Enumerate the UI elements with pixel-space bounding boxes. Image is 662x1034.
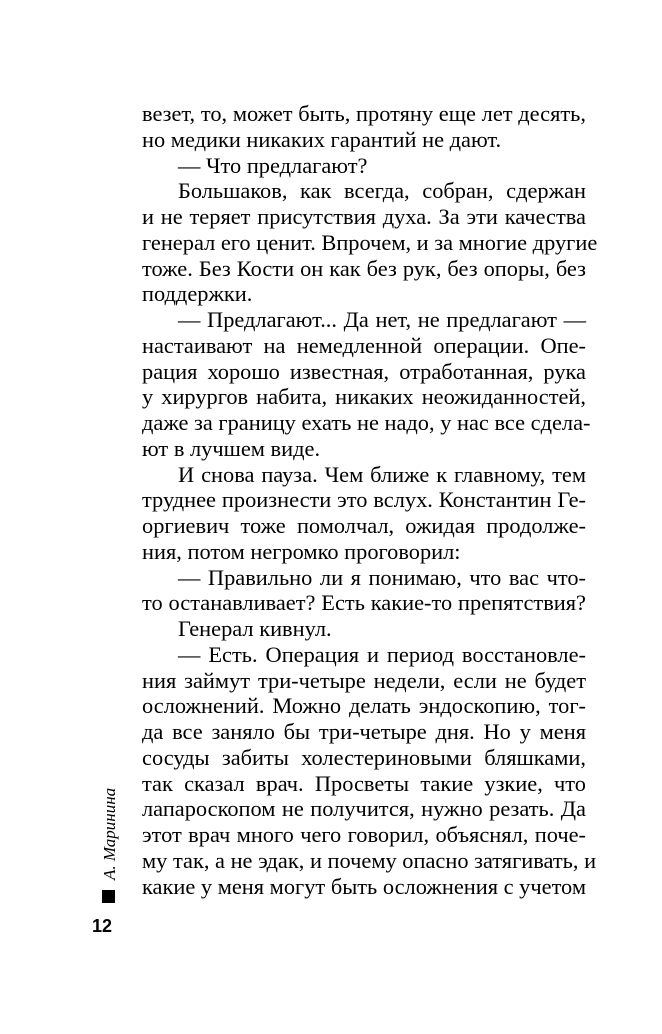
text-line: — Есть. Операция и период восстановле- — [178, 641, 586, 667]
text-line: Большаков, как всегда, собран, сдержан — [178, 178, 586, 204]
text-line: и не теряет присутствия духа. За эти качества — [142, 204, 586, 229]
text-line: но медики никаких гарантий не дают. — [142, 126, 502, 152]
text-line: оргиевич тоже помолчал, ожидая продолже- — [142, 513, 586, 538]
text-line: то останавливает? Есть какие-то препятствия? — [142, 590, 586, 616]
running-head-author: А. Маринина — [100, 787, 119, 880]
text-line: ния займут три-четыре недели, если не будет — [142, 667, 586, 693]
text-line: лапароскопом не получится, нужно резать. Да — [142, 796, 586, 822]
text-line: Генерал кивнул. — [178, 616, 332, 641]
text-line: так сказал врач. Просветы такие узкие, что — [142, 770, 586, 796]
text-line: даже за границу ехать не надо, у нас все сдела- — [142, 410, 591, 435]
text-line: поддержки. — [142, 281, 253, 307]
text-line: генерал его ценит. Впрочем, и за многие другие — [142, 229, 598, 255]
text-line: у хирургов набита, никаких неожиданностей, — [142, 384, 586, 410]
text-line: сосуды забиты холестериновыми бляшками, — [142, 744, 586, 770]
text-line: настаивают на немедленной операции. Опе- — [142, 332, 586, 358]
text-line: да все заняло бы три-четыре дня. Но у меня — [142, 719, 586, 744]
text-line: труднее произнести это вслух. Константин Ге- — [142, 487, 586, 513]
text-line: осложнений. Можно делать эндоскопию, тог- — [142, 693, 586, 719]
text-line: — Правильно ли я понимаю, что вас что- — [178, 564, 586, 590]
square-bullet-icon — [102, 890, 115, 903]
text-line: какие у меня могут быть осложнения с учетом — [142, 873, 586, 899]
text-line: тоже. Без Кости он как без рук, без опоры, без — [142, 255, 586, 281]
text-line: — Предлагают... Да нет, не предлагают — — [178, 307, 586, 332]
text-line: ния, потом негромко проговорил: — [142, 538, 461, 564]
text-line: ют в лучшем виде. — [142, 435, 321, 461]
book-page-body — [142, 101, 598, 899]
text-line: И снова пауза. Чем ближе к главному, тем — [178, 461, 586, 487]
page-number: 12 — [92, 916, 113, 936]
text-line: му так, а не эдак, и почему опасно затягивать, и — [142, 847, 597, 873]
text-line: — Что предлагают? — [178, 152, 368, 178]
text-line: рация хорошо известная, отработанная, рука — [142, 358, 586, 384]
text-line: этот врач много чего говорил, объяснял, поче- — [142, 822, 586, 847]
text-line: везет, то, может быть, протяну еще лет десять, — [142, 101, 586, 126]
